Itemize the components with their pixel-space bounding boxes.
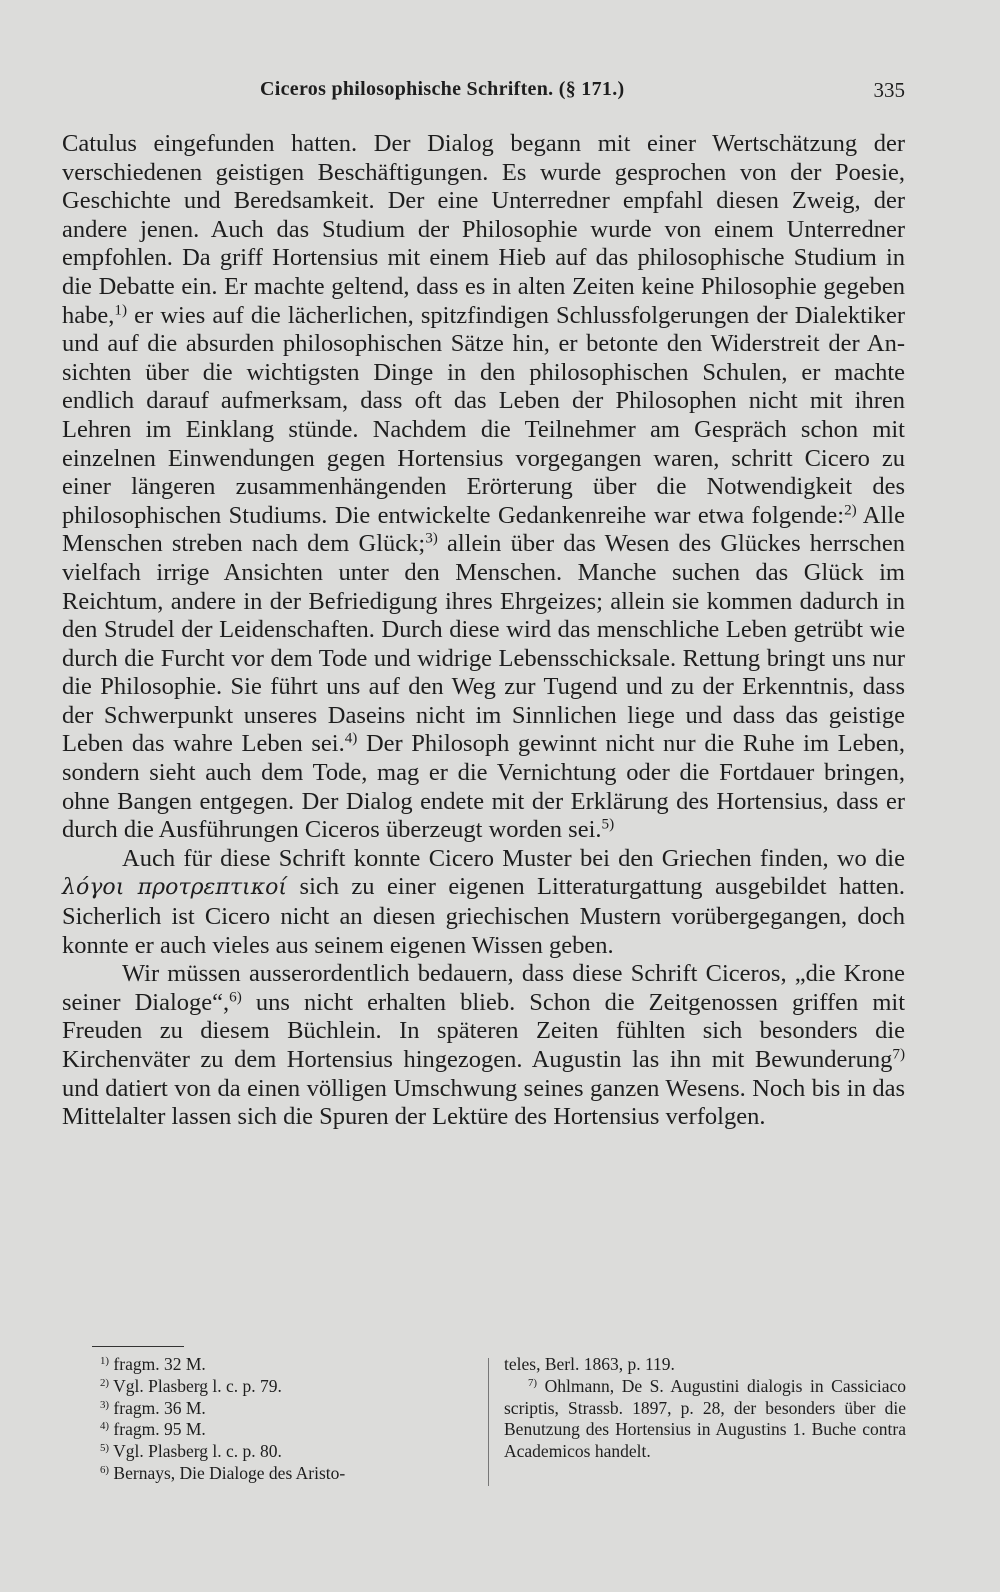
column-divider [488,1358,489,1486]
running-head [60,72,905,102]
footnote-ref-4: 4) [344,730,358,748]
footnote-ref-3: 3) [425,529,438,547]
text-run: Der Philosoph gewinnt nicht nur die Ruhe im Leben, sondern sieht auch dem Tode, mag er die Vernichtung oder die Fortdauer bringen, ohne Bangen entgegen. Der Dialog endete mit der Erklärung des Hortensius, dass er durch die Ausführungen Ciceros überzeugt worden sei. [62,730,905,844]
footnote-text: Bernays, Die Dialoge des Aristo- [109,1462,346,1483]
footnote-4 [100,1419,480,1441]
running-title: Ciceros philosophische Schriften. (§ 171.) [260,78,625,100]
footnote-mark: 5) [100,1442,110,1455]
footnote-7 [504,1376,906,1463]
text-run: Alle Menschen streben nach dem Glück; [62,501,905,558]
footnote-6-continued: teles, Berl. 1863, p. 119. [504,1354,675,1374]
footnote-mark: 6) [100,1464,110,1477]
footnote-mark: 4) [100,1420,110,1433]
greek-phrase: λόγοι προτρεπτικοί [62,875,288,901]
footnote-text: fragm. 36 M. [109,1397,206,1418]
footnote-text: Ohlmann, De S. Augustini dialogis in Cassiciaco scriptis, Strassb. 1897, p. 28, der besonders über die Benutzung des Hortensius in Augustins 1. Buche contra Academicos handelt. [504,1375,906,1462]
footnote-text: fragm. 32 M. [109,1354,206,1374]
footnote-ref-1: 1) [114,301,128,319]
text-run: und datiert von da einen völligen Umschwung seines ganzen Wesens. Noch bis in das Mittelalter lassen sich die Spuren der Lektüre des Hortensius verfolgen. [62,1074,905,1131]
footnote-mark: 1) [100,1355,110,1368]
footnote-6 [100,1463,480,1485]
text-run: sich zu einer eigenen Litteraturgattung ausgebildet hatten. Sicherlich ist Cicero nicht an diesen griechischen Mustern vorübergegangen, doch konnte er auch vieles aus seinem eigenen Wissen geben. [62,873,905,959]
footnote-text: fragm. 95 M. [109,1419,206,1440]
footnote-text: Vgl. Plasberg l. c. p. 79. [109,1375,282,1396]
footnote-ref-7: 7) [892,1045,905,1063]
text-run: Catulus eingefunden hatten. Der Dialog begann mit einer Wertschätzung der verschiedenen geistigen Beschäftigungen. Es wurde gesprochen von der Poesie, Geschichte und Beredsamkeit. Der eine Unterredner empfahl diesen Zweig, der andere jenen. Auch das Studium der Philosophie wurde von einem Unterredner empfohlen. Da griff Hortensius mit einem Hieb auf das philosophische Studium in die Debatte ein. Er machte geltend, dass es in alten Zeiten keine Philosophie gegeben habe, [62,130,905,329]
text-run: Auch für diese Schrift konnte Cicero Muster bei den Griechen finden, wo die [122,844,905,872]
footnote-2 [100,1376,480,1398]
text-run: allein über das Wesen des Glückes herrschen vielfach irrige Ansichten unter den Menschen. Manche suchen das Glück im Reichtum, andere in der Befriedigung ihres Ehrgeizes; allein sie kommen dadurch in den Strudel der Leidenschaften. Durch diese wird das menschliche Leben getrübt wie durch die Furcht vor dem Tode und widrige Lebensschicksale. Rettung bringt uns nur die Philosophie. Sie führt uns auf den Weg zur Tugend und zu der Erkenntnis, dass der Schwerpunkt unseres Daseins nicht im Sinnlichen liege und dass das geistige Leben das wahre Leben sei. [62,530,905,758]
text-run: Wir müssen ausserordentlich bedauern, dass diese Schrift Ciceros, „die Krone seiner Dialoge“, [62,960,905,1016]
footnote-rule [92,1346,184,1347]
footnote-1 [100,1354,480,1376]
footnote-ref-2: 2) [844,501,857,519]
footnote-mark: 2) [100,1376,110,1389]
text-run: uns nicht erhalten blieb. Schon die Zeitgenossen griffen mit Freuden zu diesem Büchlein. In späteren Zeiten fühlten sich besonders die Kirchenväter zu dem Hortensius hingezogen. Augustin las ihn mit Bewunderung [62,988,905,1073]
paragraph-1 [62,130,905,845]
footnotes-right-column [504,1354,906,1463]
footnote-5 [100,1441,480,1463]
footnote-ref-6: 6) [229,988,242,1006]
text-run: er wies auf die lächerlichen, spitzfindigen Schlussfolgerungen der Dialektiker und auf die absurden philosophischen Sätze hin, er betonte den Widerstreit der Ansichten über die wichtigsten Dinge in den philosophischen Schulen, er machte endlich darauf aufmerksam, dass oft das Leben der Philosophen nicht mit ihren Lehren im Einklang stünde. Nachdem die Teilnehmer am Gespräch schon mit einzelnen Einwendungen gegen Hortensius vorgegangen waren, schritt Cicero zu einer längeren zusammenhängenden Erörterung über die Notwendigkeit des philosophischen Studiums. Die entwickelte Gedankenreihe war etwa folgende: [62,301,905,529]
body-text [62,130,905,1132]
footnote-mark: 3) [100,1398,110,1411]
footnotes-left-column [100,1354,480,1485]
footnote-3 [100,1398,480,1420]
footnote-mark: 7) [528,1376,538,1389]
page-number: 335 [873,78,905,102]
footnote-text: Vgl. Plasberg l. c. p. 80. [109,1441,282,1462]
paragraph-3 [62,960,905,1132]
footnote-ref-5: 5) [601,815,615,833]
paragraph-2 [62,845,905,960]
